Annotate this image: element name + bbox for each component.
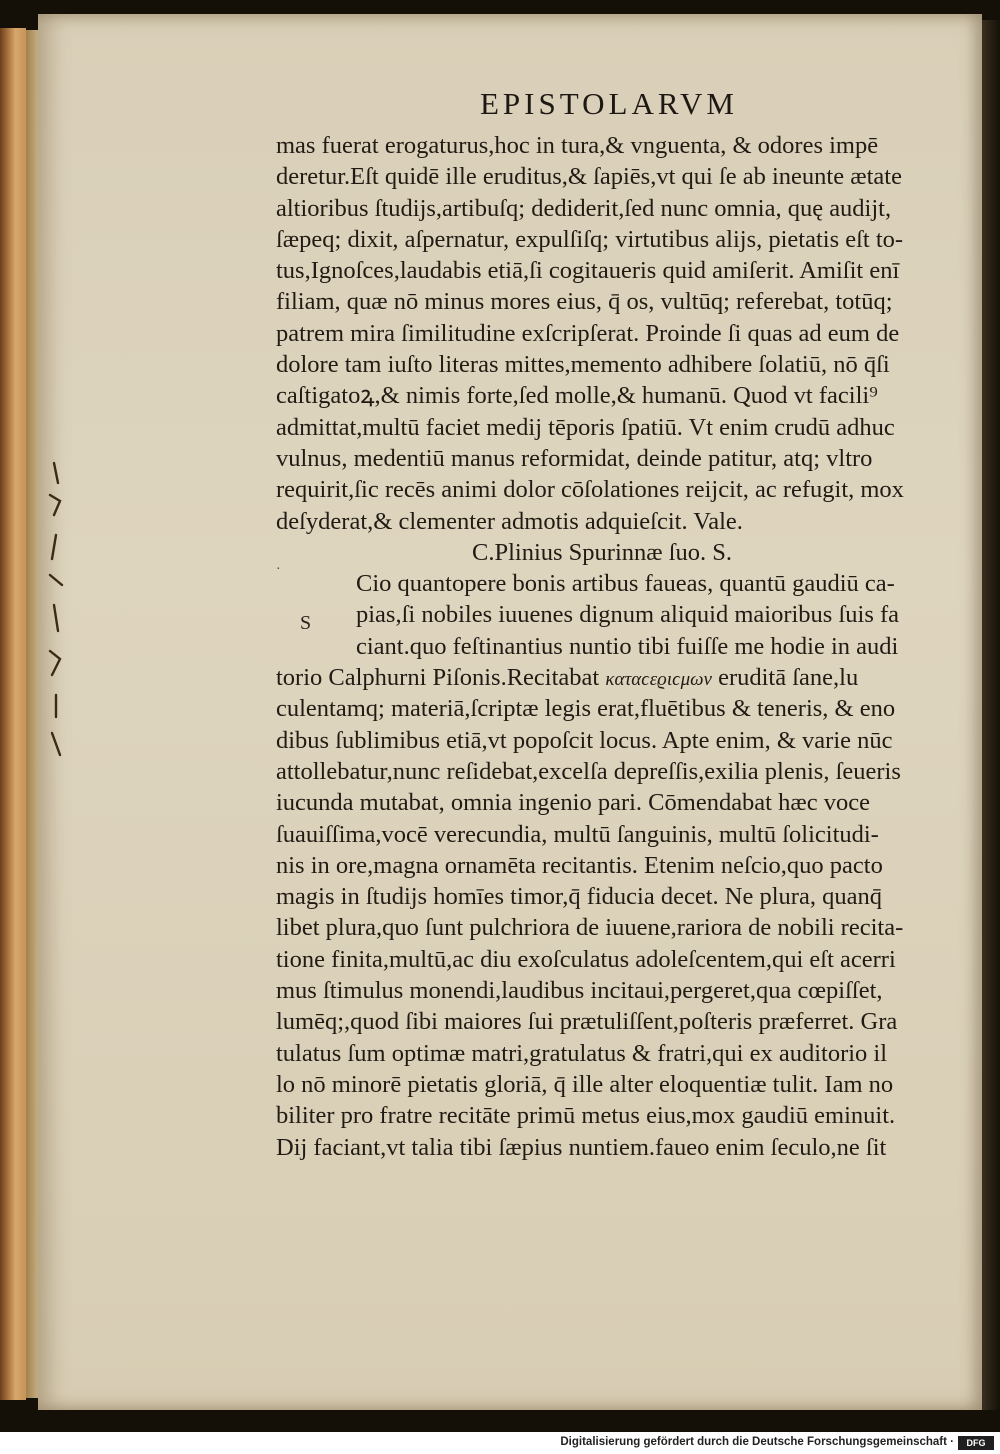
text-line: Dij faciant,vt talia tibi ſæpius nuntiem.faueo enim ſeculo,ne ſit [276, 1133, 887, 1161]
text-line: ciant.quo feſtinantius nuntio tibi fuiſſe me hodie in audi [356, 632, 899, 660]
running-head: EPISTOLARVM [480, 86, 738, 121]
footer-bar [0, 1432, 1000, 1454]
text-line: culentamq; materiā,ſcriptæ legis erat,fluētibus & teneris, & eno [276, 695, 896, 723]
text-line: lo nō minorē pietatis gloriā, q̄ ille alter eloquentiæ tulit. Iam no [276, 1070, 894, 1098]
text-line: lumēq;,quod ſibi maiores ſui prætuliſſent,poſteris præferret. Gra [276, 1008, 898, 1036]
book-edge [0, 28, 26, 1400]
initial-letter: S [300, 612, 312, 634]
text-line: requirit,ſic recēs animi dolor cōſolationes reijcit, ac refugit, mox [276, 476, 904, 504]
greek-line-end: eruditā ſane,lu [718, 664, 859, 692]
text-line: mus ſtimulus monendi,laudibus incitaui,pergeret,qua cœpiſſet, [276, 977, 883, 1005]
text-line: biliter pro fratre recitāte primū metus eius,mox gaudiū eminuit. [276, 1102, 896, 1130]
text-line: deſyderat,& clementer admotis adquieſcit. Vale. [276, 507, 743, 535]
letter-salutation: C.Plinius Spurinnæ ſuo. S. [472, 538, 733, 566]
dfg-logo: DFG [958, 1436, 994, 1450]
text-line: Cio quantopere bonis artibus faueas, quantū gaudiū ca- [356, 570, 895, 598]
salutation-mark: · [276, 562, 281, 577]
text-line: vulnus, medentiū manus reformidat, deinde patitur, atq; vltro [276, 444, 873, 472]
text-line: iucunda mutabat, omnia ingenio pari. Cōmendabat hæc voce [276, 789, 870, 817]
right-page-edge [982, 20, 1000, 1410]
text-line: admittat,multū faciet medij tēporis ſpatiū. Vt enim crudū adhuc [276, 413, 895, 441]
text-line: altioribus ſtudijs,artibuſq; dediderit,ſed nunc omnia, quę audijt, [276, 194, 892, 222]
text-line: tus,Ignoſces,laudabis etiā,ſi cogitaueris quid amiſerit. Amiſit enī [276, 257, 900, 285]
text-line: dibus ſublimibus etiā,vt popoſcit locus. Apte enim, & varie nūc [276, 726, 893, 754]
greek-line-start: torio Calphurni Piſonis.Recitabat [276, 664, 600, 692]
margin-notes [44, 455, 66, 765]
text-line: pias,ſi nobiles iuuenes dignum aliquid maioribus ſuis fa [356, 601, 900, 629]
text-line: attollebatur,nunc reſidebat,excelſa depreſſis,exilia plenis, ſeueris [276, 757, 901, 785]
text-line: ſuauiſſima,vocē verecundia, multū ſanguinis, multū ſolicitudi- [276, 820, 879, 848]
text-line: ſæpeq; dixit, aſpernatur, expulſiſq; virtutibus alijs, pietatis eſt to- [276, 225, 904, 253]
text-line: tulatus ſum optimæ matri,gratulatus & fratri,qui ex auditorio il [276, 1039, 888, 1067]
text-line-with-greek [276, 662, 956, 693]
text-line: filiam, quæ nō minus mores eius, q̄ os, vultūq; referebat, totūq; [276, 288, 893, 316]
text-line: deretur.Eſt quidē ille eruditus,& ſapiēs,vt qui ſe ab ineunte ætate [276, 163, 902, 191]
funding-credit: Digitalisierung gefördert durch die Deutsche Forschungsgemeinschaft · [560, 1436, 954, 1448]
text-line: magis in ſtudijs homīes timor,q̄ fiducia decet. Ne plura, quanq̄ [276, 883, 882, 911]
margin-handwriting-mark [44, 455, 66, 765]
text-line: caſtigatoꝝ,& nimis forte,ſed molle,& humanū. Quod vt facili⁹ [276, 382, 878, 410]
text-line: dolore tam iuſto literas mittes,memento adhibere ſolatiū, nō q̄ſi [276, 351, 890, 379]
body-text [276, 130, 956, 1163]
greek-word: καταϲεϱιϲμων [605, 669, 712, 691]
text-line: nis in ore,magna ornamēta recitantis. Etenim neſcio,quo pacto [276, 851, 883, 879]
text-line: mas fuerat erogaturus,hoc in tura,& vnguenta, & odores impē [276, 132, 879, 159]
text-line: libet plura,quo ſunt pulchriora de iuuene,rariora de nobili recita- [276, 914, 904, 942]
text-line: tione finita,multū,ac diu exoſculatus adoleſcentem,qui eſt acerri [276, 945, 896, 973]
text-line: patrem mira ſimilitudine exſcripſerat. Proinde ſi quas ad eum de [276, 319, 900, 347]
